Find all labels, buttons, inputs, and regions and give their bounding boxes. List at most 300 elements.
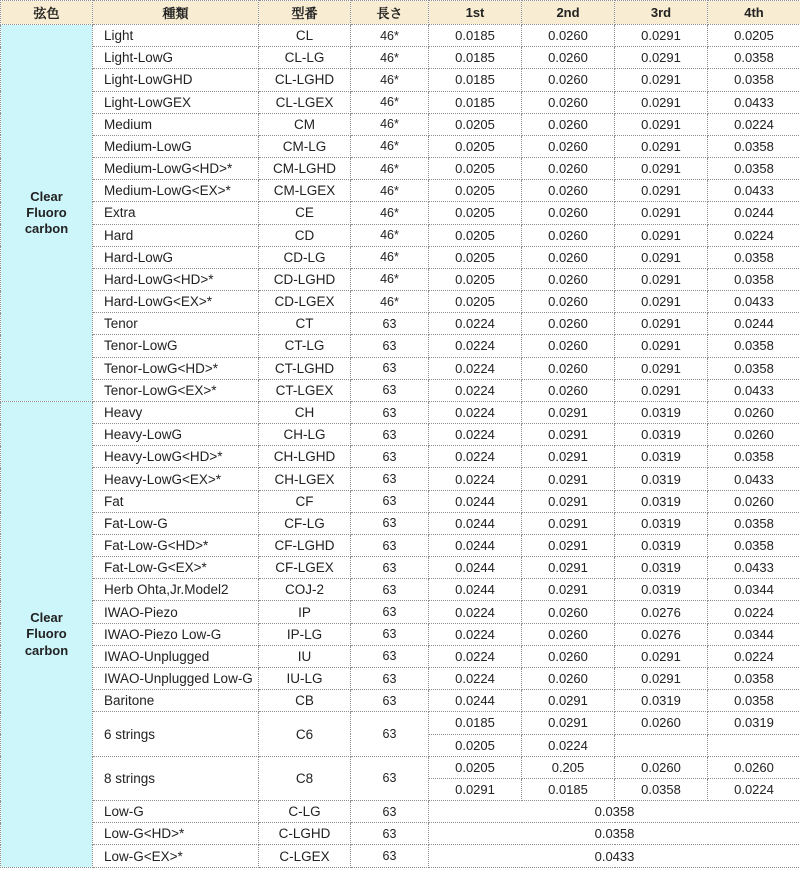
length-cell: 63 <box>351 512 429 534</box>
table-row <box>1 268 800 290</box>
gauge-cell: 0.0244 <box>429 690 522 712</box>
table-row <box>1 645 800 667</box>
gauge-cell: 0.0291 <box>615 25 708 47</box>
gauge-cell: 0.0224 <box>429 401 522 423</box>
length-cell: 63 <box>351 801 429 823</box>
table-row <box>1 845 800 868</box>
model-cell: CH <box>259 401 351 423</box>
gauge-cell: 0.0291 <box>615 645 708 667</box>
type-cell: 6 strings <box>93 712 259 756</box>
table-row <box>1 623 800 645</box>
type-cell: Heavy-LowG<EX>* <box>93 468 259 490</box>
table-row <box>1 47 800 69</box>
table-row <box>1 446 800 468</box>
length-cell: 63 <box>351 379 429 401</box>
length-cell: 46* <box>351 113 429 135</box>
gauge-cell: 0.0358 <box>708 357 800 379</box>
gauge-cell: 0.0260 <box>522 667 615 689</box>
table-row <box>1 801 800 823</box>
gauge-cell: 0.0260 <box>522 113 615 135</box>
model-cell: IU-LG <box>259 667 351 689</box>
model-cell: CT-LGHD <box>259 357 351 379</box>
length-cell: 63 <box>351 557 429 579</box>
gauge-cell: 0.0260 <box>522 25 615 47</box>
gauge-cell: 0.0358 <box>708 534 800 556</box>
gauge-cell: 0.0205 <box>429 756 522 778</box>
gauge-cell: 0.0291 <box>522 446 615 468</box>
type-cell: Tenor-LowG<EX>* <box>93 379 259 401</box>
gauge-cell: 0.0319 <box>615 579 708 601</box>
table-row <box>1 712 800 734</box>
gauge-cell: 0.0276 <box>615 601 708 623</box>
gauge-cell: 0.0244 <box>708 202 800 224</box>
type-cell: Herb Ohta,Jr.Model2 <box>93 579 259 601</box>
gauge-cell: 0.0291 <box>615 313 708 335</box>
group-label-line: Clear <box>30 610 63 626</box>
gauge-cell: 0.0291 <box>615 667 708 689</box>
gauge-cell: 0.0244 <box>429 557 522 579</box>
table-row <box>1 313 800 335</box>
gauge-cell: 0.0291 <box>522 468 615 490</box>
gauge-cell: 0.0224 <box>429 446 522 468</box>
gauge-cell: 0.0358 <box>708 135 800 157</box>
type-cell: Low-G <box>93 801 259 823</box>
type-cell: Low-G<HD>* <box>93 823 259 845</box>
model-cell: CE <box>259 202 351 224</box>
gauge-cell: 0.0260 <box>522 91 615 113</box>
gauge-cell: 0.0260 <box>522 224 615 246</box>
model-cell: C-LGEX <box>259 845 351 868</box>
length-cell: 46* <box>351 47 429 69</box>
gauge-merged-cell: 0.0358 <box>429 801 800 823</box>
type-cell: Extra <box>93 202 259 224</box>
gauge-cell: 0.0260 <box>522 268 615 290</box>
type-cell: Hard-LowG<HD>* <box>93 268 259 290</box>
gauge-cell: 0.0260 <box>522 379 615 401</box>
length-cell: 63 <box>351 667 429 689</box>
model-cell: CF-LGEX <box>259 557 351 579</box>
type-cell: Tenor-LowG <box>93 335 259 357</box>
table-row <box>1 291 800 313</box>
gauge-cell: 0.0260 <box>522 69 615 91</box>
type-cell: Medium <box>93 113 259 135</box>
type-cell: Medium-LowG<EX>* <box>93 180 259 202</box>
table-row <box>1 534 800 556</box>
type-cell: Fat-Low-G <box>93 512 259 534</box>
type-cell: Low-G<EX>* <box>93 845 259 868</box>
length-cell: 63 <box>351 690 429 712</box>
type-cell: Baritone <box>93 690 259 712</box>
table-row <box>1 667 800 689</box>
length-cell: 63 <box>351 313 429 335</box>
model-cell: CT-LG <box>259 335 351 357</box>
gauge-cell: 0.0244 <box>429 490 522 512</box>
gauge-cell: 0.0291 <box>522 579 615 601</box>
type-cell: Medium-LowG <box>93 135 259 157</box>
gauge-cell: 0.0433 <box>708 180 800 202</box>
gauge-cell: 0.0319 <box>708 712 800 734</box>
gauge-cell: 0.0244 <box>708 313 800 335</box>
gauge-cell: 0.0358 <box>615 778 708 800</box>
gauge-cell: 0.0224 <box>708 645 800 667</box>
length-cell: 63 <box>351 823 429 845</box>
gauge-cell: 0.0260 <box>522 158 615 180</box>
gauge-cell: 0.0291 <box>615 135 708 157</box>
table-row <box>1 557 800 579</box>
gauge-cell: 0.0224 <box>429 601 522 623</box>
col-header-7: 4th <box>708 1 800 25</box>
model-cell: CD-LG <box>259 246 351 268</box>
model-cell: CD-LGHD <box>259 268 351 290</box>
col-header-6: 3rd <box>615 1 708 25</box>
gauge-cell: 0.0358 <box>708 47 800 69</box>
gauge-cell: 0.0224 <box>429 357 522 379</box>
model-cell: CH-LGEX <box>259 468 351 490</box>
table-row <box>1 91 800 113</box>
model-cell: CT-LGEX <box>259 379 351 401</box>
gauge-cell: 0.0291 <box>615 291 708 313</box>
gauge-cell: 0.0260 <box>522 180 615 202</box>
gauge-cell <box>615 734 708 756</box>
header-row <box>1 1 800 25</box>
model-cell: CL-LGHD <box>259 69 351 91</box>
table-row <box>1 424 800 446</box>
gauge-cell: 0.0224 <box>429 468 522 490</box>
gauge-cell: 0.0319 <box>615 468 708 490</box>
length-cell: 63 <box>351 601 429 623</box>
gauge-cell: 0.0358 <box>708 268 800 290</box>
gauge-cell: 0.0205 <box>429 180 522 202</box>
gauge-cell: 0.0205 <box>429 291 522 313</box>
gauge-cell: 0.0319 <box>615 534 708 556</box>
gauge-cell: 0.0291 <box>615 69 708 91</box>
gauge-cell: 0.0244 <box>429 512 522 534</box>
gauge-cell: 0.0291 <box>429 778 522 800</box>
gauge-cell: 0.0185 <box>429 712 522 734</box>
model-cell: IP <box>259 601 351 623</box>
gauge-cell: 0.0224 <box>429 645 522 667</box>
model-cell: C-LGHD <box>259 823 351 845</box>
gauge-cell: 0.0344 <box>708 623 800 645</box>
gauge-merged-cell: 0.0358 <box>429 823 800 845</box>
table-row <box>1 158 800 180</box>
table-row <box>1 180 800 202</box>
table-row <box>1 357 800 379</box>
gauge-cell: 0.0358 <box>708 446 800 468</box>
length-cell: 63 <box>351 357 429 379</box>
gauge-cell: 0.0185 <box>429 91 522 113</box>
gauge-cell: 0.0276 <box>615 623 708 645</box>
gauge-cell: 0.0205 <box>429 224 522 246</box>
length-cell: 46* <box>351 69 429 91</box>
col-header-5: 2nd <box>522 1 615 25</box>
gauge-cell: 0.0205 <box>708 25 800 47</box>
gauge-cell: 0.0358 <box>708 246 800 268</box>
table-row <box>1 25 800 47</box>
gauge-cell: 0.0319 <box>615 446 708 468</box>
gauge-cell: 0.0205 <box>429 202 522 224</box>
table-row <box>1 601 800 623</box>
table-row <box>1 490 800 512</box>
type-cell: Hard-LowG <box>93 246 259 268</box>
model-cell: C6 <box>259 712 351 756</box>
gauge-cell: 0.0224 <box>522 734 615 756</box>
gauge-cell: 0.0291 <box>522 690 615 712</box>
gauge-cell: 0.0205 <box>429 135 522 157</box>
gauge-cell: 0.0358 <box>708 158 800 180</box>
model-cell: CL-LGEX <box>259 91 351 113</box>
gauge-cell: 0.0260 <box>522 47 615 69</box>
table-row <box>1 379 800 401</box>
gauge-cell: 0.0224 <box>708 224 800 246</box>
gauge-cell: 0.0433 <box>708 468 800 490</box>
length-cell: 63 <box>351 712 429 756</box>
length-cell: 46* <box>351 268 429 290</box>
table-row <box>1 579 800 601</box>
gauge-cell: 0.0244 <box>429 534 522 556</box>
gauge-cell: 0.0260 <box>522 202 615 224</box>
gauge-cell: 0.0260 <box>522 313 615 335</box>
table-row <box>1 113 800 135</box>
length-cell: 46* <box>351 25 429 47</box>
gauge-cell: 0.0260 <box>708 424 800 446</box>
type-cell: Fat <box>93 490 259 512</box>
gauge-cell: 0.0319 <box>615 424 708 446</box>
gauge-cell: 0.0358 <box>708 690 800 712</box>
gauge-cell: 0.0224 <box>708 113 800 135</box>
type-cell: IWAO-Unplugged <box>93 645 259 667</box>
gauge-cell: 0.0291 <box>615 158 708 180</box>
type-cell: Fat-Low-G<HD>* <box>93 534 259 556</box>
model-cell: CF <box>259 490 351 512</box>
gauge-cell: 0.0291 <box>522 490 615 512</box>
table-row <box>1 335 800 357</box>
model-cell: IP-LG <box>259 623 351 645</box>
gauge-cell: 0.0319 <box>615 490 708 512</box>
model-cell: CD-LGEX <box>259 291 351 313</box>
gauge-cell: 0.0260 <box>522 357 615 379</box>
gauge-cell: 0.0224 <box>429 424 522 446</box>
table-row <box>1 756 800 778</box>
gauge-cell: 0.0205 <box>429 268 522 290</box>
gauge-cell: 0.0433 <box>708 379 800 401</box>
model-cell: CL-LG <box>259 47 351 69</box>
gauge-merged-cell: 0.0433 <box>429 845 800 868</box>
group-label-line: carbon <box>24 221 69 237</box>
length-cell: 46* <box>351 158 429 180</box>
type-cell: Light-LowGEX <box>93 91 259 113</box>
col-header-2: 型番 <box>259 1 351 25</box>
type-cell: Heavy <box>93 401 259 423</box>
gauge-cell: 0.0260 <box>522 291 615 313</box>
gauge-cell: 0.0291 <box>615 357 708 379</box>
model-cell: C8 <box>259 756 351 800</box>
gauge-cell: 0.0433 <box>708 91 800 113</box>
gauge-cell: 0.0260 <box>615 756 708 778</box>
table-row <box>1 690 800 712</box>
length-cell: 63 <box>351 468 429 490</box>
gauge-cell: 0.0224 <box>429 335 522 357</box>
type-cell: 8 strings <box>93 756 259 800</box>
gauge-cell: 0.0291 <box>522 712 615 734</box>
model-cell: CB <box>259 690 351 712</box>
gauge-cell: 0.0185 <box>429 47 522 69</box>
model-cell: CM-LG <box>259 135 351 157</box>
type-cell: IWAO-Piezo <box>93 601 259 623</box>
length-cell: 46* <box>351 202 429 224</box>
model-cell: COJ-2 <box>259 579 351 601</box>
gauge-cell: 0.0205 <box>429 158 522 180</box>
gauge-cell: 0.0291 <box>615 268 708 290</box>
col-header-1: 種類 <box>93 1 259 25</box>
table-row <box>1 468 800 490</box>
length-cell: 63 <box>351 845 429 868</box>
table-row <box>1 401 800 423</box>
length-cell: 46* <box>351 291 429 313</box>
gauge-cell: 0.0260 <box>708 490 800 512</box>
table-row <box>1 246 800 268</box>
gauge-cell: 0.0205 <box>429 113 522 135</box>
length-cell: 63 <box>351 446 429 468</box>
gauge-cell: 0.0319 <box>615 557 708 579</box>
gauge-cell: 0.0260 <box>522 246 615 268</box>
length-cell: 46* <box>351 91 429 113</box>
type-cell: IWAO-Piezo Low-G <box>93 623 259 645</box>
model-cell: CF-LGHD <box>259 534 351 556</box>
gauge-cell: 0.0291 <box>615 224 708 246</box>
gauge-cell: 0.0205 <box>429 734 522 756</box>
gauge-cell: 0.0291 <box>615 335 708 357</box>
gauge-cell: 0.0224 <box>429 379 522 401</box>
gauge-cell: 0.0291 <box>522 424 615 446</box>
type-cell: Fat-Low-G<EX>* <box>93 557 259 579</box>
gauge-cell: 0.0260 <box>522 135 615 157</box>
gauge-cell: 0.0291 <box>522 401 615 423</box>
length-cell: 63 <box>351 534 429 556</box>
gauge-cell: 0.0260 <box>522 335 615 357</box>
gauge-cell: 0.0260 <box>522 645 615 667</box>
gauge-cell: 0.0224 <box>708 778 800 800</box>
length-cell: 46* <box>351 180 429 202</box>
model-cell: CH-LG <box>259 424 351 446</box>
gauge-cell: 0.0291 <box>522 557 615 579</box>
group-label-line: Fluoro <box>26 626 67 642</box>
gauge-cell: 0.0358 <box>708 667 800 689</box>
length-cell: 63 <box>351 490 429 512</box>
table-row <box>1 823 800 845</box>
type-cell: Heavy-LowG <box>93 424 259 446</box>
length-cell: 46* <box>351 246 429 268</box>
gauge-cell: 0.0291 <box>522 512 615 534</box>
type-cell: IWAO-Unplugged Low-G <box>93 667 259 689</box>
model-cell: CT <box>259 313 351 335</box>
gauge-cell: 0.0185 <box>429 69 522 91</box>
group-label-cell-1 <box>1 401 93 867</box>
length-cell: 63 <box>351 401 429 423</box>
length-cell: 63 <box>351 424 429 446</box>
gauge-cell: 0.0291 <box>615 379 708 401</box>
type-cell: Hard <box>93 224 259 246</box>
gauge-cell: 0.0358 <box>708 69 800 91</box>
gauge-cell: 0.0319 <box>615 401 708 423</box>
gauge-cell <box>708 734 800 756</box>
group-label-line: Clear <box>30 188 63 204</box>
gauge-cell: 0.205 <box>522 756 615 778</box>
gauge-cell: 0.0291 <box>522 534 615 556</box>
gauge-cell: 0.0260 <box>522 623 615 645</box>
gauge-cell: 0.0185 <box>429 25 522 47</box>
length-cell: 63 <box>351 623 429 645</box>
gauge-cell: 0.0260 <box>522 601 615 623</box>
length-cell: 63 <box>351 645 429 667</box>
table-row <box>1 512 800 534</box>
model-cell: CM-LGEX <box>259 180 351 202</box>
model-cell: CH-LGHD <box>259 446 351 468</box>
length-cell: 46* <box>351 224 429 246</box>
length-cell: 63 <box>351 756 429 800</box>
length-cell: 46* <box>351 135 429 157</box>
length-cell: 63 <box>351 335 429 357</box>
type-cell: Medium-LowG<HD>* <box>93 158 259 180</box>
type-cell: Hard-LowG<EX>* <box>93 291 259 313</box>
type-cell: Tenor <box>93 313 259 335</box>
gauge-cell: 0.0291 <box>615 91 708 113</box>
group-label-line: Fluoro <box>26 204 67 220</box>
gauge-cell: 0.0358 <box>708 335 800 357</box>
gauge-cell: 0.0224 <box>708 601 800 623</box>
type-cell: Light-LowGHD <box>93 69 259 91</box>
gauge-cell: 0.0291 <box>615 202 708 224</box>
model-cell: CM-LGHD <box>259 158 351 180</box>
type-cell: Heavy-LowG<HD>* <box>93 446 259 468</box>
table-row <box>1 202 800 224</box>
gauge-cell: 0.0291 <box>615 180 708 202</box>
gauge-cell: 0.0244 <box>429 579 522 601</box>
gauge-cell: 0.0205 <box>429 246 522 268</box>
col-header-3: 長さ <box>351 1 429 25</box>
gauge-cell: 0.0433 <box>708 557 800 579</box>
gauge-cell: 0.0358 <box>708 512 800 534</box>
gauge-cell: 0.0291 <box>615 113 708 135</box>
gauge-cell: 0.0291 <box>615 246 708 268</box>
type-cell: Tenor-LowG<HD>* <box>93 357 259 379</box>
model-cell: CF-LG <box>259 512 351 534</box>
gauge-cell: 0.0224 <box>429 313 522 335</box>
gauge-cell: 0.0260 <box>708 756 800 778</box>
model-cell: CM <box>259 113 351 135</box>
gauge-cell: 0.0319 <box>615 690 708 712</box>
gauge-cell: 0.0224 <box>429 667 522 689</box>
model-cell: C-LG <box>259 801 351 823</box>
table-row <box>1 69 800 91</box>
gauge-cell: 0.0185 <box>522 778 615 800</box>
model-cell: CD <box>259 224 351 246</box>
gauge-cell: 0.0344 <box>708 579 800 601</box>
gauge-cell: 0.0319 <box>615 512 708 534</box>
group-label-line: carbon <box>24 642 69 658</box>
col-header-4: 1st <box>429 1 522 25</box>
model-cell: CL <box>259 25 351 47</box>
gauge-cell: 0.0260 <box>708 401 800 423</box>
type-cell: Light <box>93 25 259 47</box>
group-label-cell-0 <box>1 25 93 402</box>
gauge-cell: 0.0260 <box>615 712 708 734</box>
gauge-cell: 0.0433 <box>708 291 800 313</box>
gauge-cell: 0.0291 <box>615 47 708 69</box>
model-cell: IU <box>259 645 351 667</box>
gauge-cell: 0.0224 <box>429 623 522 645</box>
col-header-0: 弦色 <box>1 1 93 25</box>
